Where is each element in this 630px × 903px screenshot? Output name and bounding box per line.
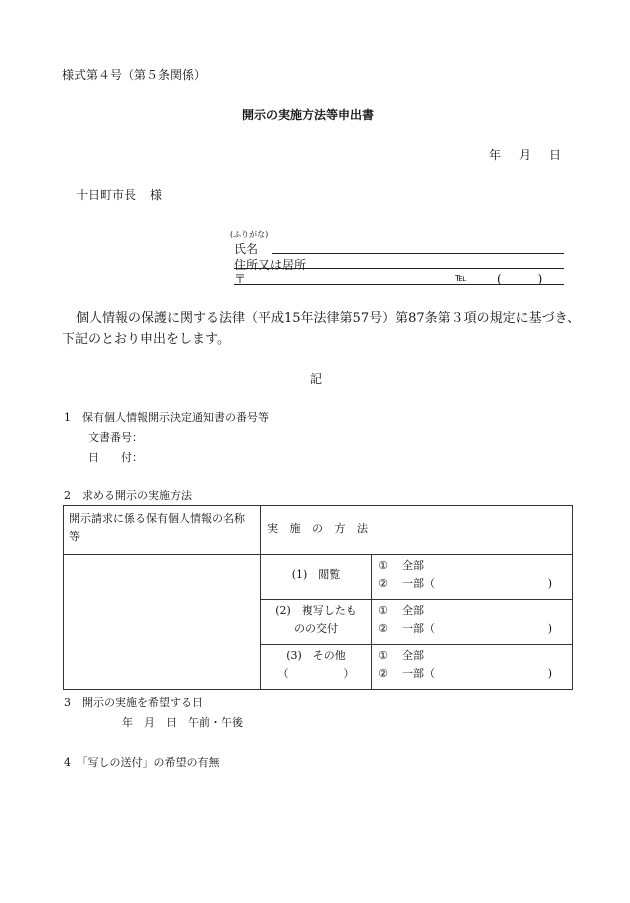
tel-mark: ℡ bbox=[455, 271, 467, 284]
furigana-label: (ふりがな) bbox=[230, 230, 269, 239]
option-close-paren: ) bbox=[547, 667, 552, 680]
postal-mark: 〒 bbox=[234, 272, 247, 286]
section1-heading: 1 保有個人情報開示決定通知書の番号等 bbox=[64, 411, 269, 424]
method-copy-label-2: のの交付 bbox=[294, 622, 338, 635]
method-other-label-2[interactable]: （ ） bbox=[277, 667, 355, 680]
option-number: ② bbox=[378, 577, 388, 590]
other-option-all[interactable] bbox=[372, 647, 572, 665]
section4-heading: 4 「写しの送付」の希望の有無 bbox=[64, 756, 220, 769]
option-close-paren: ) bbox=[547, 622, 552, 635]
addressee-name: 十日町市長 bbox=[76, 188, 137, 202]
document-title: 開示の実施方法等申出書 bbox=[242, 108, 375, 122]
option-close-paren: ) bbox=[547, 577, 552, 590]
doc-number-label: 文書番号： bbox=[88, 431, 143, 444]
method-copy-cell bbox=[261, 600, 372, 645]
tel-paren: ( ) bbox=[497, 272, 543, 286]
other-options-cell bbox=[372, 645, 573, 690]
method-other-label-1: (3) その他 bbox=[286, 649, 346, 662]
option-number: ② bbox=[378, 622, 388, 635]
info-name-header: 開示請求に係る保有個人情報の名称等 bbox=[64, 506, 261, 555]
table-header-row bbox=[64, 506, 573, 555]
table-row bbox=[64, 555, 573, 600]
addressee-honorific: 様 bbox=[150, 188, 163, 202]
view-option-all[interactable] bbox=[372, 557, 572, 575]
method-view-label: (1) 閲覧 bbox=[291, 568, 341, 581]
body-line-1: 個人情報の保護に関する法律（平成15年法律第57号）第87条第３項の規定に基づき、 bbox=[76, 311, 581, 326]
method-other-cell bbox=[261, 645, 372, 690]
date-day-label: 日 bbox=[549, 148, 562, 162]
addressee bbox=[76, 186, 162, 203]
date-year-label: 年 bbox=[489, 148, 502, 162]
copy-option-part[interactable] bbox=[372, 620, 572, 638]
method-copy-label-1: (2) 複写したも bbox=[275, 604, 357, 617]
other-option-part[interactable] bbox=[372, 665, 572, 683]
name-field-line[interactable] bbox=[272, 253, 564, 254]
option-label: 一部（ bbox=[402, 667, 435, 680]
date-month-label: 月 bbox=[519, 148, 532, 162]
date-line bbox=[489, 146, 561, 163]
method-table bbox=[63, 505, 573, 690]
doc-date-label: 日 付： bbox=[88, 451, 143, 464]
address-label: 住所又は居所 bbox=[234, 258, 307, 272]
ki-heading: 記 bbox=[310, 372, 323, 386]
option-label: 全部 bbox=[402, 649, 424, 662]
name-label: 氏名 bbox=[234, 242, 259, 256]
method-header: 実 施 の 方 法 bbox=[261, 506, 573, 555]
address-field-line[interactable] bbox=[234, 268, 564, 269]
option-label: 一部（ bbox=[402, 622, 435, 635]
view-options-cell bbox=[372, 555, 573, 600]
option-label: 全部 bbox=[402, 604, 424, 617]
section2-heading: 2 求める開示の実施方法 bbox=[64, 489, 192, 502]
preferred-date-line[interactable]: 年 月 日 午前・午後 bbox=[122, 716, 243, 729]
section3-heading: 3 開示の実施を希望する日 bbox=[64, 696, 203, 709]
view-option-part[interactable] bbox=[372, 575, 572, 593]
option-number: ② bbox=[378, 667, 388, 680]
body-line-2: 下記のとおり申出をします。 bbox=[62, 332, 230, 347]
copy-option-all[interactable] bbox=[372, 602, 572, 620]
option-label: 一部（ bbox=[402, 577, 435, 590]
info-name-cell[interactable] bbox=[64, 555, 261, 690]
copy-options-cell bbox=[372, 600, 573, 645]
postal-field-line[interactable] bbox=[234, 284, 564, 285]
option-number: ① bbox=[378, 559, 388, 572]
method-view-cell bbox=[261, 555, 372, 600]
option-label: 全部 bbox=[402, 559, 424, 572]
option-number: ① bbox=[378, 649, 388, 662]
form-number: 様式第４号（第５条関係） bbox=[62, 68, 207, 82]
option-number: ① bbox=[378, 604, 388, 617]
